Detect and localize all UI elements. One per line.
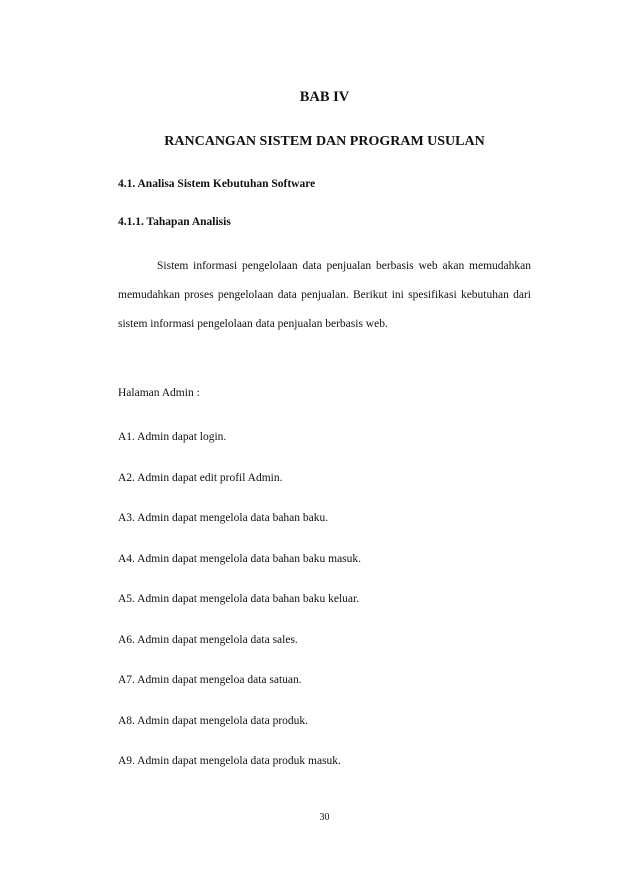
chapter-title: RANCANGAN SISTEM DAN PROGRAM USULAN [164, 134, 485, 149]
chapter-number: BAB IV [299, 89, 350, 105]
requirement-item: A8. Admin dapat mengelola data produk. [118, 714, 309, 727]
admin-page-heading: Halaman Admin : [118, 387, 200, 399]
section-heading-4-1: 4.1. Analisa Sistem Kebutuhan Software [118, 178, 316, 190]
requirement-item: A9. Admin dapat mengelola data produk masuk. [118, 755, 341, 767]
requirements-list [118, 430, 361, 795]
requirement-item: A4. Admin dapat mengelola data bahan baku masuk. [118, 552, 362, 565]
requirement-item: A6. Admin dapat mengelola data sales. [118, 633, 298, 646]
requirement-item: A3. Admin dapat mengelola data bahan baku. [118, 512, 329, 524]
requirement-item: A5. Admin dapat mengelola data bahan baku keluar. [118, 593, 360, 605]
requirement-item: A7. Admin dapat mengeloa data satuan. [118, 674, 302, 686]
page-number: 30 [319, 812, 330, 823]
requirement-item: A2. Admin dapat edit profil Admin. [118, 471, 283, 484]
intro-paragraph: Sistem informasi pengelolaan data penjualan berbasis web akan memudahkan memudahkan proses pengelolaan data penjualan. Berikut ini spesifikasi kebutuhan dari sistem informasi pengelolaan data penjualan berbasis web. [118, 260, 531, 331]
requirement-item: A1. Admin dapat login. [118, 431, 227, 443]
section-heading-4-1-1: 4.1.1. Tahapan Analisis [118, 216, 231, 228]
